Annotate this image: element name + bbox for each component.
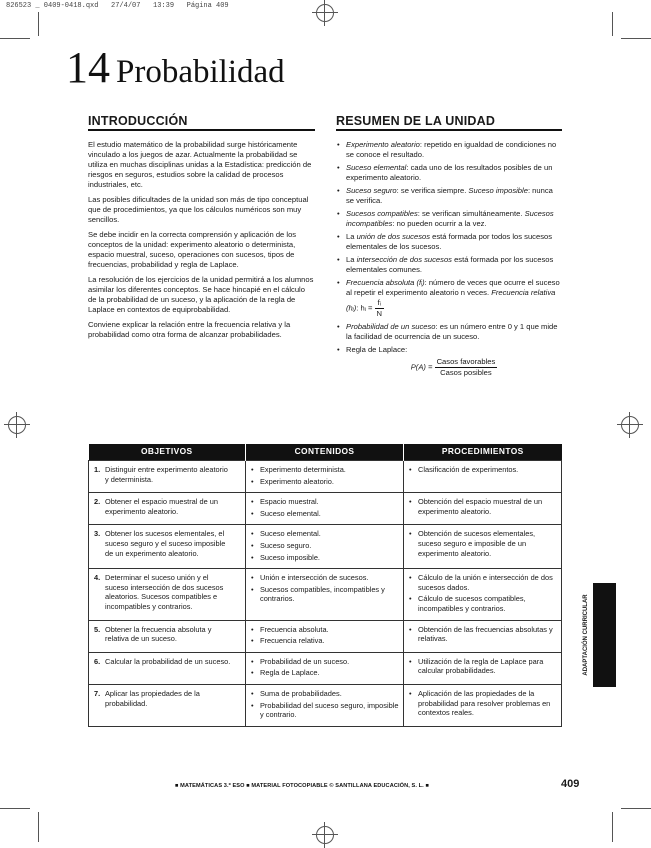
content-item: • Sucesos compatibles, incompatibles y contrarios. <box>251 585 399 604</box>
registration-mark-left <box>8 416 26 434</box>
objective-text: Obtener los sucesos elementales, el suceso seguro y el suceso imposible de un experimento aleatorio. <box>105 529 226 558</box>
summary-section <box>336 116 562 381</box>
content-item: • Experimento aleatorio. <box>251 477 399 487</box>
content-item: • Unión e intersección de sucesos. <box>251 573 399 583</box>
summary-heading: RESUMEN DE LA UNIDAD <box>336 114 496 128</box>
objective-text: Aplicar las propiedades de la probabilidad. <box>105 688 200 708</box>
intro-paragraph: El estudio matemático de la probabilidad surge históricamente vinculado a los juegos de azar. Actualmente la probabilidad se utiliza en muchas disciplinas unidas a la Estadística: predicción de riesgos en seguros, estudios sobre la calidad de procesos industriales, etc. <box>88 140 312 189</box>
procedure-item: • Cálculo de sucesos compatibles, incompatibles y contrarios. <box>409 594 557 613</box>
crop-mark <box>621 808 651 809</box>
summary-item: • La unión de dos sucesos está formada por todos los sucesos elementales de los sucesos. <box>336 232 562 252</box>
introduction-heading: INTRODUCCIÓN <box>88 114 188 128</box>
table-row <box>89 569 562 620</box>
content-item: • Espacio muestral. <box>251 497 399 507</box>
procedure-item: • Aplicación de las propiedades de la probabilidad para resolver problemas en contextos reales. <box>409 689 557 718</box>
objective-cell <box>89 684 246 726</box>
crop-mark <box>0 38 30 39</box>
content-item: • Suceso seguro. <box>251 541 399 551</box>
summary-item: • La intersección de dos sucesos está formada por los sucesos elementales comunes. <box>336 255 562 275</box>
header-objetivos: OBJETIVOS <box>89 444 246 461</box>
objective-number: 3. <box>94 529 101 539</box>
summary-item: • Frecuencia absoluta (fᵢ): número de veces que ocurre el suceso al repetir el experimento aleatorio n veces. Frecuencia relativa (hᵢ): hᵢ = $\frac{\text{fᵢ}}{N}$ <box>336 278 562 319</box>
objective-cell <box>89 493 246 525</box>
objective-number: 6. <box>94 656 101 666</box>
content-item: • Regla de Laplace. <box>251 668 399 678</box>
procedure-item: • Utilización de la regla de Laplace para calcular probabilidades. <box>409 657 557 676</box>
objective-number: 5. <box>94 624 101 634</box>
procedures-cell <box>404 652 562 684</box>
summary-item: • Sucesos compatibles: se verifican simultáneamente. Sucesos incompatibles: no pueden ocurrir a la vez. <box>336 209 562 229</box>
content-item: • Probabilidad de un suceso. <box>251 657 399 667</box>
table-row <box>89 652 562 684</box>
contents-cell <box>246 461 404 493</box>
crop-mark <box>612 12 613 36</box>
intro-paragraph: Conviene explicar la relación entre la frecuencia relativa y la probabilidad como otra forma de alcanzar probabilidades. <box>88 320 291 339</box>
table-row <box>89 493 562 525</box>
objective-number: 1. <box>94 465 101 474</box>
objective-cell <box>89 620 246 652</box>
procedures-cell <box>404 569 562 620</box>
content-item: • Frecuencia absoluta. <box>251 625 399 635</box>
procedure-item: • Obtención de las frecuencias absolutas y relativas. <box>409 625 557 644</box>
crop-mark <box>621 38 651 39</box>
contents-cell <box>246 684 404 726</box>
relative-frequency-fraction: $\frac{\text{fᵢ}}{N}$ <box>376 298 383 318</box>
contents-cell <box>246 525 404 569</box>
objective-cell <box>89 569 246 620</box>
print-slug: 826523 _ 0409-0418.qxd 27/4/07 13:39 Página 409 <box>6 2 229 10</box>
heading-rule <box>336 129 562 131</box>
procedures-cell <box>404 493 562 525</box>
objective-text: Calcular la probabilidad de un suceso. <box>105 656 231 666</box>
procedure-item: • Obtención de sucesos elementales, suceso seguro e imposible de un experimento aleatorio. <box>409 529 557 558</box>
intro-paragraph: Las posibles dificultades de la unidad son más de tipo conceptual que de procedimientos, ya que los cálculos numéricos son muy sencillos. <box>88 195 309 224</box>
summary-item: • Probabilidad de un suceso: es un número entre 0 y 1 que mide la facilidad de ocurrencia de un suceso. <box>336 322 562 342</box>
contents-cell <box>246 569 404 620</box>
objective-cell <box>89 525 246 569</box>
objective-number: 2. <box>94 497 101 507</box>
intro-paragraph: Se debe incidir en la correcta comprensión y aplicación de los conceptos de la unidad: experimento aleatorio o determinista, espacio muestral, suceso, operaciones con sucesos, tipos de frecuencias, probabilidad y regla de Laplace. <box>88 230 297 269</box>
objective-text: Obtener la frecuencia absoluta y relativa de un suceso. <box>105 624 212 644</box>
side-label: ADAPTACIÓN CURRICULAR <box>583 594 589 676</box>
summary-item: • Experimento aleatorio: repetido en igualdad de condiciones no se conoce el resultado. <box>336 140 562 160</box>
content-item: • Suceso elemental. <box>251 509 399 519</box>
content-item: • Suma de probabilidades. <box>251 689 399 699</box>
curriculum-table <box>88 444 562 727</box>
crop-mark <box>612 812 613 842</box>
procedure-item: • Cálculo de la unión e intersección de dos sucesos dados. <box>409 573 557 592</box>
contents-cell <box>246 652 404 684</box>
registration-mark-top <box>316 4 334 22</box>
content-item: • Experimento determinista. <box>251 465 399 475</box>
summary-list <box>336 140 562 378</box>
content-item: • Frecuencia relativa. <box>251 636 399 646</box>
chapter-title: Probabilidad <box>116 54 285 90</box>
header-contenidos: CONTENIDOS <box>246 444 404 461</box>
chapter-heading <box>66 42 285 93</box>
content-item: • Suceso elemental. <box>251 529 399 539</box>
crop-mark <box>38 12 39 36</box>
procedures-cell <box>404 525 562 569</box>
content-item: • Probabilidad del suceso seguro, imposible y contrario. <box>251 701 399 720</box>
contents-cell <box>246 620 404 652</box>
table-row <box>89 525 562 569</box>
side-tab <box>593 583 616 687</box>
objective-text: Distinguir entre experimento aleatorio y determinista. <box>105 465 228 484</box>
summary-item: • Regla de Laplace: P(A) = $\frac{\text{Casos favorables}}{\text{Casos posibles}}$ <box>336 345 562 378</box>
introduction-section <box>88 116 315 345</box>
content-item: • Suceso imposible. <box>251 553 399 563</box>
footer-text: ■ MATEMÁTICAS 3.º ESO ■ MATERIAL FOTOCOPIABLE © SANTILLANA EDUCACIÓN, S. L. ■ <box>175 783 429 789</box>
objective-number: 7. <box>94 688 101 698</box>
objective-text: Determinar el suceso unión y el suceso intersección de dos sucesos aleatorios. Sucesos compatibles e incompatibles y contrarios. <box>105 573 224 611</box>
registration-mark-bottom <box>316 826 334 844</box>
intro-paragraph: La resolución de los ejercicios de la unidad permitirá a los alumnos asimilar los diferentes conceptos. Se hace hincapié en el cálculo de la probabilidad de un suceso, y la aplicación de la regla de Laplace en contextos de equiprobabilidad. <box>88 275 314 314</box>
crop-mark <box>0 808 30 809</box>
page-number: 409 <box>561 778 580 790</box>
table-row <box>89 620 562 652</box>
contents-cell <box>246 493 404 525</box>
table-row <box>89 684 562 726</box>
header-procedimientos: PROCEDIMIENTOS <box>404 444 562 461</box>
objective-cell <box>89 461 246 493</box>
procedures-cell <box>404 620 562 652</box>
laplace-formula: P(A) = $\frac{\text{Casos favorables}}{\text{Casos posibles}}$ <box>410 357 496 377</box>
summary-item: • Suceso seguro: se verifica siempre. Suceso imposible: nunca se verifica. <box>336 186 562 206</box>
table-row <box>89 461 562 493</box>
procedure-item: • Clasificación de experimentos. <box>409 465 557 475</box>
chapter-number: 14 <box>66 43 110 92</box>
objective-cell <box>89 652 246 684</box>
procedure-item: • Obtención del espacio muestral de un experimento aleatorio. <box>409 497 557 516</box>
summary-item: • Suceso elemental: cada uno de los resultados posibles de un experimento aleatorio. <box>336 163 562 183</box>
objective-text: Obtener el espacio muestral de un experimento aleatorio. <box>105 497 218 516</box>
procedures-cell <box>404 461 562 493</box>
table-header-row <box>89 444 562 461</box>
objective-number: 4. <box>94 573 101 583</box>
procedures-cell <box>404 684 562 726</box>
registration-mark-right <box>621 416 639 434</box>
crop-mark <box>38 812 39 842</box>
